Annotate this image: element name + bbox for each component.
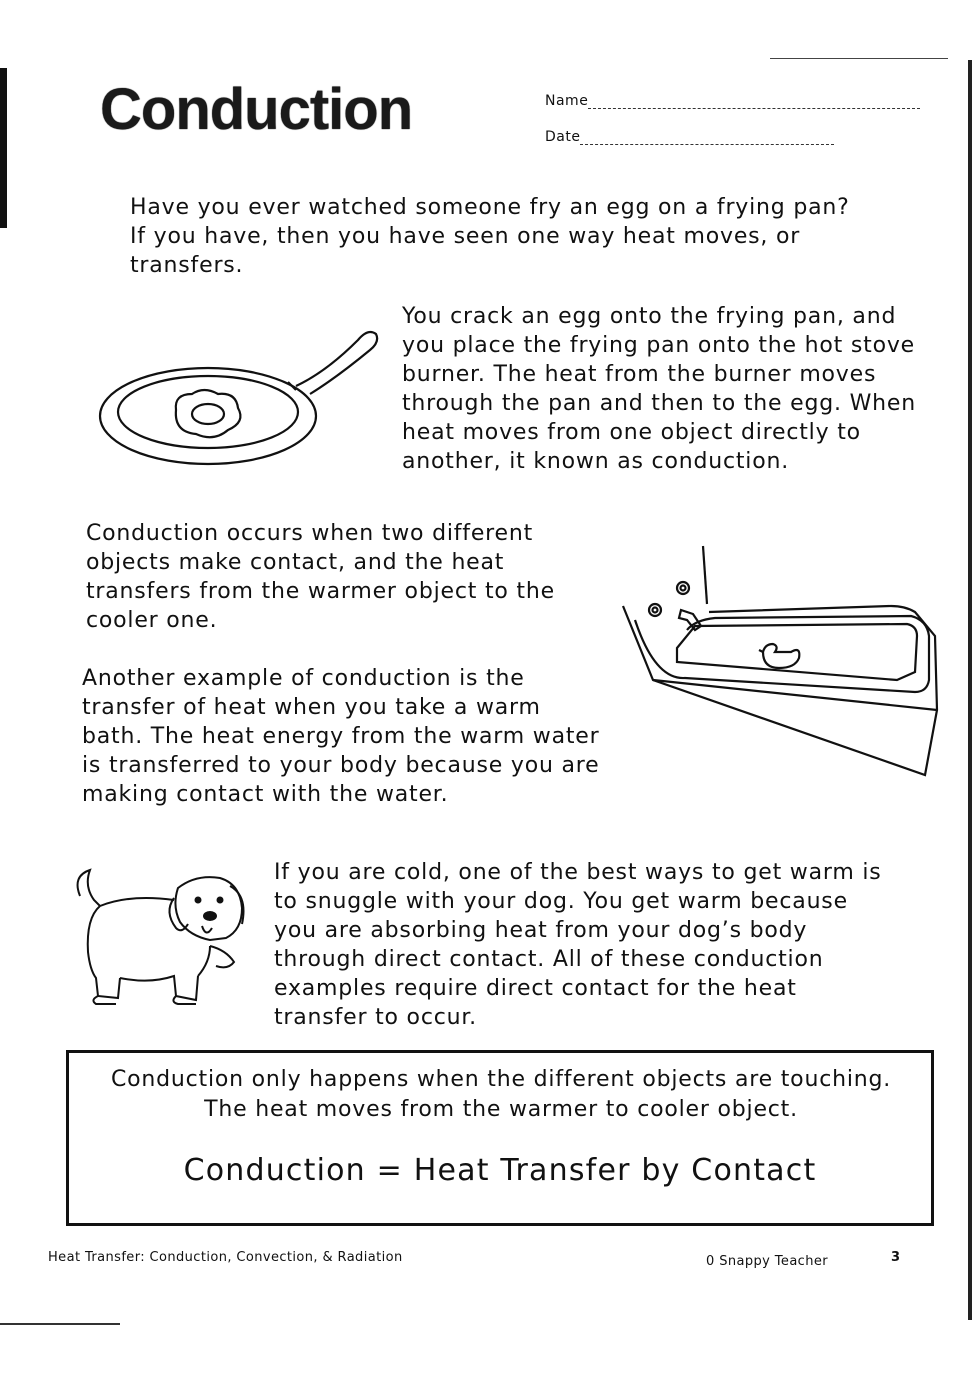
bathtub-icon: [615, 540, 945, 785]
name-label: Name: [545, 93, 589, 109]
page-title: Conduction: [100, 77, 413, 142]
scan-edge-mark-right: [968, 60, 972, 1320]
intro-paragraph: Have you ever watched someone fry an egg on a frying pan? If you have, then you have seen one way heat moves, or transfers.: [130, 195, 850, 278]
scan-edge-line-bottom: [0, 1323, 120, 1325]
frying-pan-icon: [96, 320, 386, 470]
scan-edge-mark-left: [0, 68, 7, 228]
dog-icon: [70, 866, 250, 1008]
name-line[interactable]: [588, 94, 920, 109]
page-number: 3: [891, 1250, 901, 1265]
footer-right: 0 Snappy Teacher: [706, 1254, 829, 1269]
date-label: Date: [545, 129, 581, 145]
bath-paragraph: Another example of conduction is the transfer of heat when you take a warm bath. The heat energy from the warm water is transferred to your body because you are making contact with the water.: [82, 666, 600, 807]
footer-left: Heat Transfer: Conduction, Convection, & Radiation: [48, 1250, 403, 1265]
name-field: [545, 93, 920, 109]
date-field: [545, 129, 834, 145]
egg-paragraph: You crack an egg onto the frying pan, and you place the frying pan onto the hot stove burner. The heat from the burner moves through the pan and then to the egg. When heat moves from one object directly to another, it known as conduction.: [402, 304, 916, 474]
summary-text: Conduction only happens when the different objects are touching. The heat moves from the warmer to cooler object.: [110, 1067, 892, 1122]
summary-box: [66, 1050, 934, 1226]
contact-paragraph: Conduction occurs when two different objects make contact, and the heat transfers from the warmer object to the cooler one.: [86, 521, 555, 633]
dog-paragraph: If you are cold, one of the best ways to get warm is to snuggle with your dog. You get warm because you are absorbing heat from your dog’s body through direct contact. All of these conduction examples require direct contact for the heat transfer to occur.: [274, 860, 882, 1030]
scan-edge-line-top: [770, 58, 948, 59]
date-line[interactable]: [580, 130, 834, 145]
summary-equation: Conduction = Heat Transfer by Contact: [183, 1153, 817, 1188]
